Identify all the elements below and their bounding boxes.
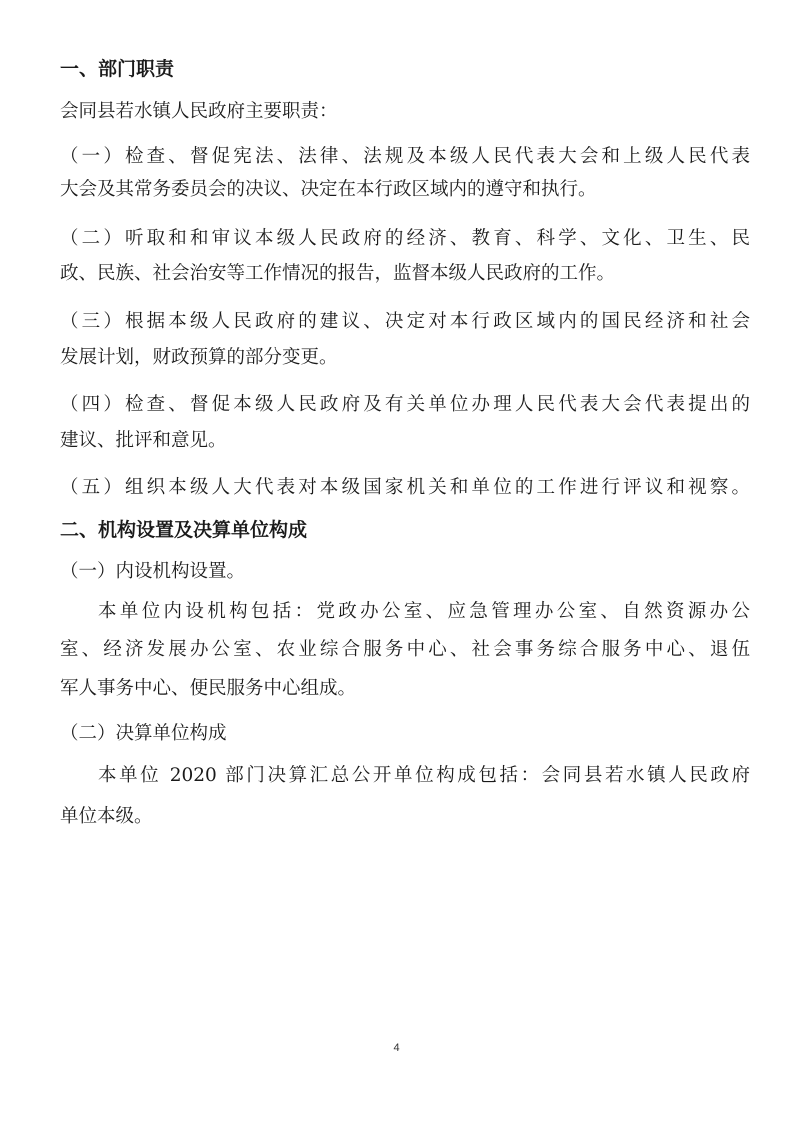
- duty-item-2-line-2: 政、民族、社会治安等工作情况的报告，监督本级人民政府的工作。: [60, 263, 616, 284]
- duty-item-3-line-2: 发展计划，财政预算的部分变更。: [60, 347, 338, 368]
- duty-item-3-line-1: （三）根据本级人民政府的建议、决定对本行政区域内的国民经济和社会: [60, 311, 750, 332]
- duty-item-5-line-1: （五）组织本级人大代表对本级国家机关和单位的工作进行评议和视察。: [60, 477, 750, 498]
- accounting-units-line-2: 单位本级。: [60, 806, 153, 827]
- section-heading-duties: 一、部门职责: [60, 58, 175, 80]
- duty-item-1-line-1: （一）检查、督促宪法、法律、法规及本级人民代表大会和上级人民代表: [60, 146, 750, 167]
- duty-item-4-line-2: 建议、批评和意见。: [60, 430, 227, 451]
- section-heading-organization: 二、机构设置及决算单位构成: [60, 519, 308, 541]
- duties-intro: 会同县若水镇人民政府主要职责：: [60, 101, 338, 122]
- accounting-units-line-1: 本单位 2020 部门决算汇总公开单位构成包括：会同县若水镇人民政府: [98, 765, 750, 786]
- duty-item-1-line-2: 大会及其常务委员会的决议、决定在本行政区域内的遵守和执行。: [60, 179, 597, 200]
- internal-units-line-3: 军人事务中心、便民服务中心组成。: [60, 678, 357, 699]
- page-number: 4: [393, 1042, 400, 1054]
- internal-units-line-2: 室、经济发展办公室、农业综合服务中心、社会事务综合服务中心、退伍: [60, 639, 750, 660]
- subsection-title-accounting-units: （二）决算单位构成: [60, 723, 227, 744]
- duty-item-4-line-1: （四）检查、督促本级人民政府及有关单位办理人民代表大会代表提出的: [60, 394, 750, 415]
- internal-units-line-1: 本单位内设机构包括：党政办公室、应急管理办公室、自然资源办公: [98, 601, 750, 622]
- subsection-title-internal-units: （一）内设机构设置。: [60, 561, 246, 582]
- duty-item-2-line-1: （二）听取和和审议本级人民政府的经济、教育、科学、文化、卫生、民: [60, 228, 750, 249]
